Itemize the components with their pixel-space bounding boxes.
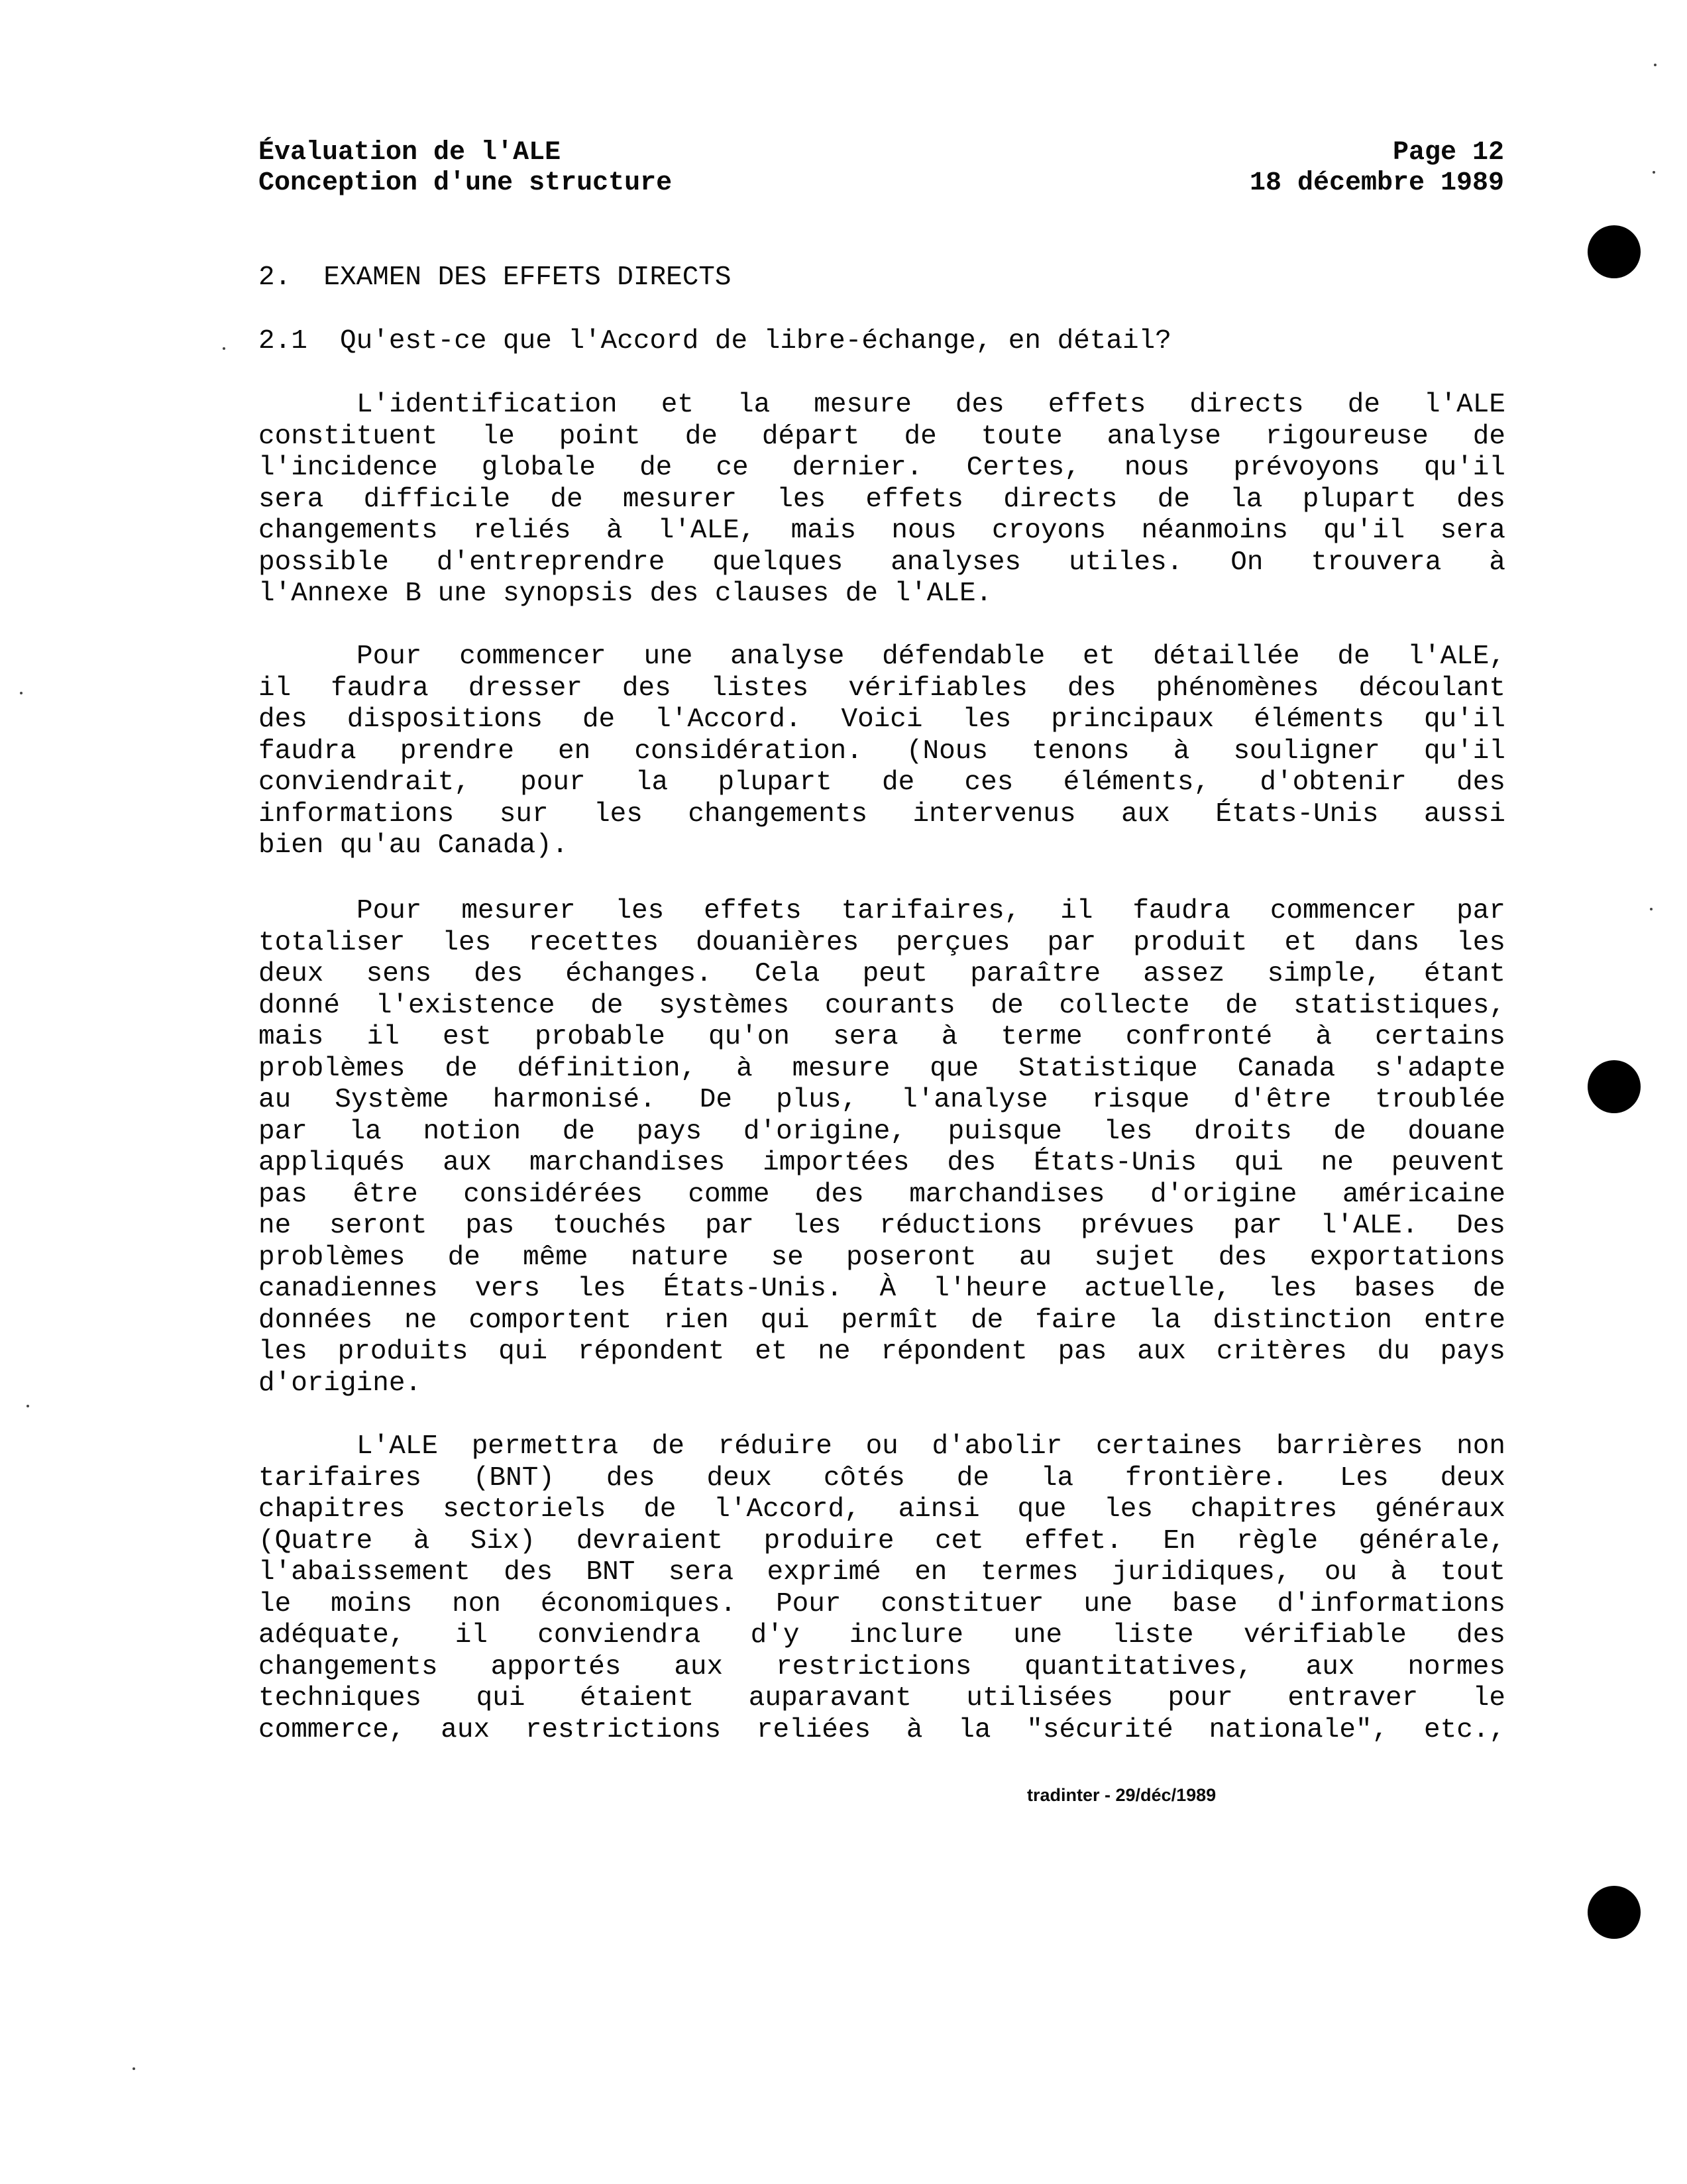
punch-hole-middle (1588, 1060, 1641, 1113)
text-line: tarifaires (BNT) des deux côtés de la frontière. Les deux (258, 1462, 1505, 1494)
subsection-title: 2.1 Qu'est-ce que l'Accord de libre-échange, en détail? (258, 326, 1171, 356)
text-line: adéquate, il conviendra d'y inclure une liste vérifiable des (258, 1620, 1505, 1651)
text-line: faudra prendre en considération. (Nous tenons à souligner qu'il (258, 736, 1505, 767)
text-line: informations sur les changements intervenus aux États-Unis aussi (258, 798, 1505, 830)
text-line: canadiennes vers les États-Unis. À l'heure actuelle, les bases de (258, 1274, 1505, 1304)
header-left (258, 138, 672, 199)
scan-speck (1653, 171, 1655, 174)
text-line: les produits qui répondent et ne répondent pas aux critères du pays (258, 1337, 1505, 1367)
text-line: pas être considérées comme des marchandises d'origine américaine (258, 1179, 1505, 1210)
text-line: totaliser les recettes douanières perçues par produit et dans les (258, 927, 1505, 958)
text-line: chapitres sectoriels de l'Accord, ainsi que les chapitres généraux (258, 1494, 1505, 1525)
punch-hole-bottom (1588, 1886, 1641, 1939)
paragraph-1 (258, 390, 1505, 610)
text-line: Pour mesurer les effets tarifaires, il faudra commencer par (356, 896, 1505, 926)
text-line: (Quatre à Six) devraient produire cet effet. En règle générale, (258, 1525, 1505, 1556)
text-line: au Système harmonisé. De plus, l'analyse risque d'être troublée (258, 1085, 1505, 1115)
text-line: donné l'existence de systèmes courants de collecte de statistiques, (258, 990, 1505, 1021)
text-line: par la notion de pays d'origine, puisque les droits de douane (258, 1116, 1505, 1147)
text-line: le moins non économiques. Pour constituer une base d'informations (258, 1588, 1505, 1619)
text-line: possible d'entreprendre quelques analyses utiles. On trouvera à (258, 547, 1505, 578)
text-line: constituent le point de départ de toute analyse rigoureuse de (258, 421, 1505, 452)
text-line: techniques qui étaient auparavant utilisées pour entraver le (258, 1683, 1505, 1714)
scan-speck (20, 692, 23, 694)
paragraph-4 (258, 1431, 1505, 1746)
paragraph-3 (258, 896, 1505, 1399)
fax-footer: tradinter - 29/déc/1989 (1027, 1785, 1217, 1805)
scan-speck (133, 2067, 135, 2070)
text-line: l'abaissement des BNT sera exprimé en termes juridiques, ou à tout (258, 1557, 1505, 1588)
paragraph-2 (258, 641, 1505, 862)
text-line: il faudra dresser des listes vérifiables des phénomènes découlant (258, 673, 1505, 704)
text-line: sera difficile de mesurer les effets directs de la plupart des (258, 484, 1505, 515)
text-line: données ne comportent rien qui permît de faire la distinction entre (258, 1305, 1505, 1336)
section-title: 2. EXAMEN DES EFFETS DIRECTS (258, 262, 732, 293)
text-line: Pour commencer une analyse défendable et détaillée de l'ALE, (356, 641, 1505, 672)
text-line: L'identification et la mesure des effets directs de l'ALE (356, 390, 1505, 420)
text-line: commerce, aux restrictions reliées à la "sécurité nationale", etc., (258, 1714, 1505, 1745)
text-line: changements reliés à l'ALE, mais nous croyons néanmoins qu'il sera (258, 516, 1505, 546)
text-line: problèmes de définition, à mesure que Statistique Canada s'adapte (258, 1053, 1505, 1084)
text-line: appliqués aux marchandises importées des États-Unis qui ne peuvent (258, 1148, 1505, 1178)
text-line: conviendrait, pour la plupart de ces éléments, d'obtenir des (258, 767, 1505, 798)
page-number: Page 12 (1392, 138, 1504, 168)
text-line: des dispositions de l'Accord. Voici les principaux éléments qu'il (258, 704, 1505, 735)
text-line: mais il est probable qu'on sera à terme confronté à certains (258, 1022, 1505, 1052)
scan-speck (27, 1405, 29, 1407)
document-title: Évaluation de l'ALE (258, 138, 561, 168)
header-right (1250, 138, 1504, 199)
text-line: changements apportés aux restrictions quantitatives, aux normes (258, 1651, 1505, 1682)
document-date: 18 décembre 1989 (1249, 168, 1504, 198)
text-line: L'ALE permettra de réduire ou d'abolir certaines barrières non (356, 1431, 1505, 1462)
document-subtitle: Conception d'une structure (258, 168, 673, 198)
text-line: deux sens des échanges. Cela peut paraître assez simple, étant (258, 959, 1505, 989)
text-line: d'origine. (258, 1368, 422, 1399)
text-line: ne seront pas touchés par les réductions prévues par l'ALE. Des (258, 1211, 1505, 1241)
text-line: l'Annexe B une synopsis des clauses de l'ALE. (258, 578, 993, 609)
text-line: problèmes de même nature se poseront au sujet des exportations (258, 1242, 1505, 1273)
scan-speck (223, 347, 225, 350)
text-line: l'incidence globale de ce dernier. Certes, nous prévoyons qu'il (258, 453, 1505, 483)
scan-speck (1650, 908, 1653, 910)
text-line: bien qu'au Canada). (258, 830, 569, 861)
punch-hole-top (1588, 225, 1641, 278)
scan-speck (1654, 64, 1657, 66)
